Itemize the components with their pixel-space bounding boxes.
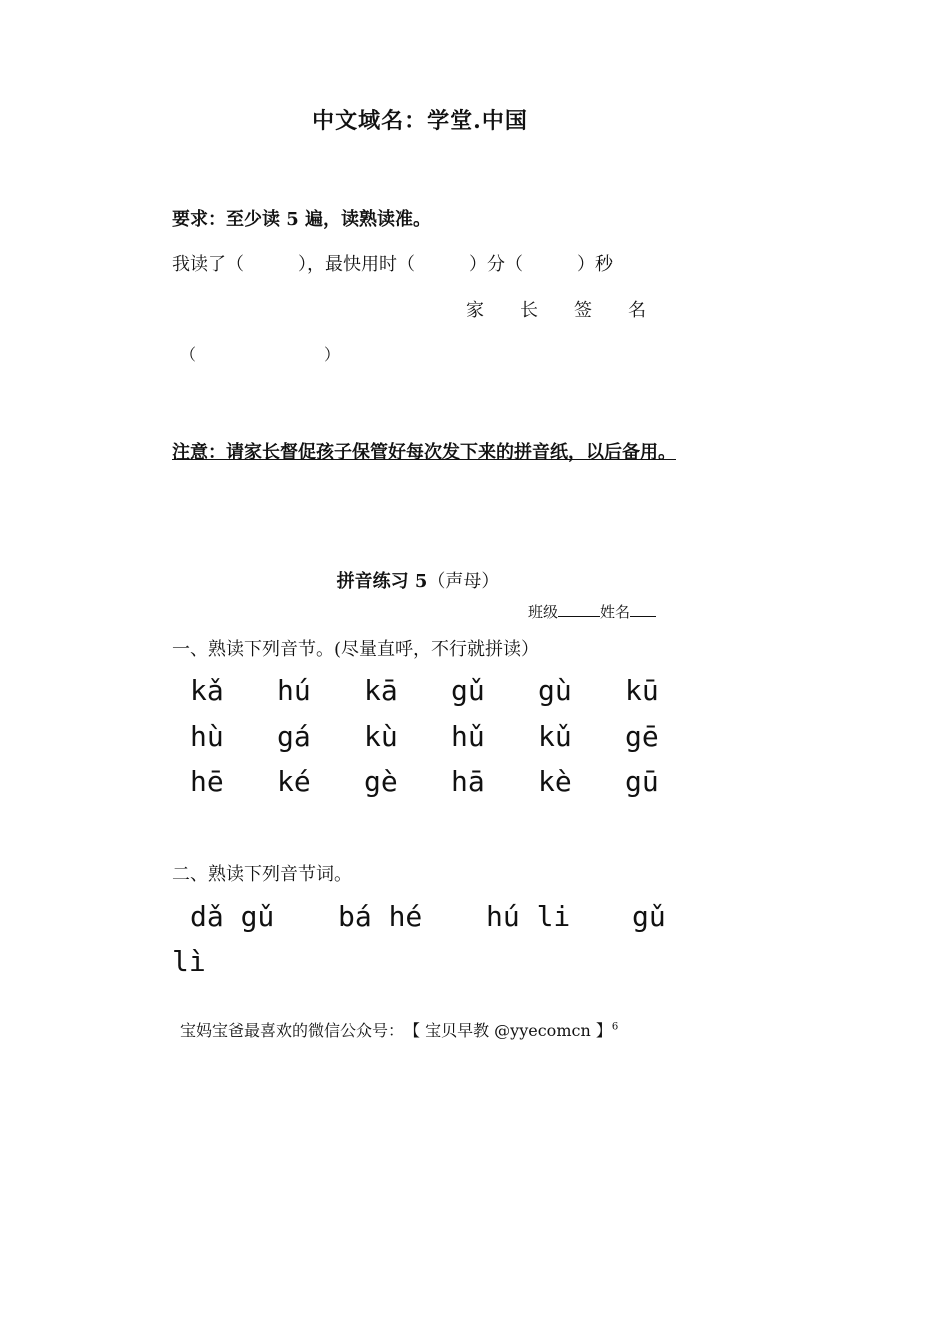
domain-title: 中文域名：学堂.中国: [312, 108, 528, 134]
syllable: gè: [364, 765, 398, 798]
exercise-title-main: 拼音练习 5: [336, 571, 428, 592]
syllable: gù: [538, 674, 572, 707]
word: lì: [172, 945, 206, 978]
syllable: kǎ: [190, 674, 224, 707]
footer-text: 宝妈宝爸最喜欢的微信公众号： 【 宝贝早教 @yyecomcn 】: [180, 1021, 612, 1040]
syllable: kù: [364, 720, 398, 753]
word: dǎ gǔ: [190, 900, 275, 933]
syllable: kè: [538, 765, 572, 798]
syllable: gē: [625, 720, 659, 753]
syllable: gū: [625, 765, 659, 798]
word: hú li: [486, 900, 571, 933]
requirement-text: 要求：至少读 5 遍，读熟读准。: [172, 209, 432, 230]
syllable: kū: [625, 674, 659, 707]
reading-log-line: 我读了（ ），最快用时（ ）分（ ）秒: [172, 254, 613, 275]
name-blank[interactable]: [630, 602, 656, 617]
word: gǔ: [632, 900, 666, 933]
class-blank[interactable]: [558, 602, 600, 617]
notice-text: 注意：请家长督促孩子保管好每次发下来的拼音纸，以后备用。: [172, 442, 676, 463]
syllable: hā: [451, 765, 485, 798]
section1-heading: 一、熟读下列音节。(尽量直呼，不行就拼读）: [172, 639, 540, 660]
class-name-fields: [528, 601, 656, 622]
syllable: hù: [190, 720, 224, 753]
exercise-title: [0, 567, 836, 593]
footer: [180, 1018, 618, 1041]
syllable: hē: [190, 765, 224, 798]
page-number: 6: [611, 1021, 619, 1033]
word: bá hé: [338, 900, 423, 933]
exercise-subtitle: （声母）: [427, 571, 500, 592]
parent-signature-label: 家长签名: [466, 300, 682, 321]
syllable: gá: [277, 720, 311, 753]
syllable: hǔ: [451, 720, 485, 753]
syllable: hú: [277, 674, 311, 707]
syllable: gǔ: [451, 674, 485, 707]
syllable: kā: [364, 674, 398, 707]
syllable: ké: [277, 765, 311, 798]
syllable: kǔ: [538, 720, 572, 753]
name-label: 姓名: [600, 603, 631, 621]
section2-heading: 二、熟读下列音节词。: [172, 864, 352, 885]
signature-blank: （ ）: [180, 345, 341, 364]
class-label: 班级: [528, 603, 559, 621]
